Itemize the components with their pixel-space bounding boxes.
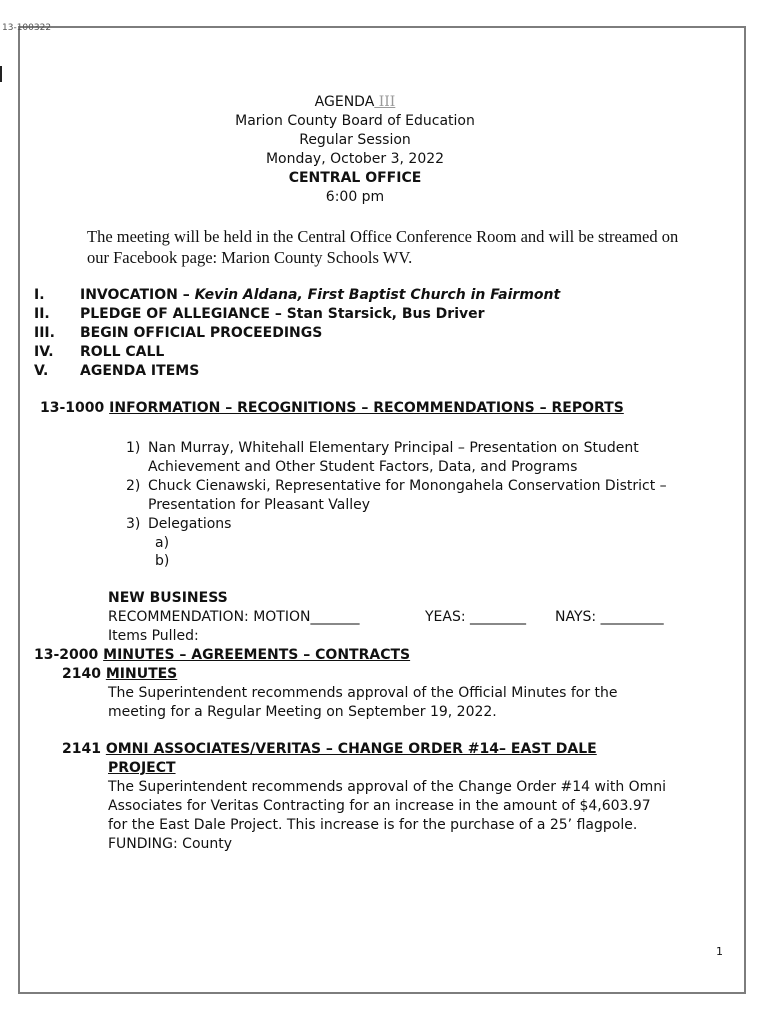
list-item: Delegations — [148, 516, 232, 532]
sub-item-b: b) — [155, 553, 170, 569]
recommendation-motion: RECOMMENDATION: MOTION_______ — [108, 609, 360, 625]
meeting-date: Monday, October 3, 2022 — [265, 151, 445, 167]
item-2140-text: The Superintendent recommends approval of the Official Minutes for the — [108, 685, 618, 701]
sub-item-a: a) — [155, 535, 170, 551]
list-item-number: 2) — [126, 478, 141, 494]
item-2140-heading: 2140 MINUTES — [62, 666, 178, 682]
list-item: Achievement and Other Student Factors, Data, and Programs — [148, 459, 578, 475]
intro-line-1: The meeting will be held in the Central Office Conference Room and will be streamed on — [87, 227, 679, 246]
yeas-field: YEAS: ________ — [425, 609, 527, 625]
item-number: I. — [34, 287, 45, 303]
meeting-time: 6:00 pm — [325, 189, 385, 205]
page-number: 1 — [716, 945, 723, 958]
items-pulled: Items Pulled: — [108, 628, 199, 644]
intro-line-2: our Facebook page: Marion County Schools WV. — [87, 248, 413, 267]
item-2140-text: meeting for a Regular Meeting on September 19, 2022. — [108, 704, 497, 720]
item-number: II. — [34, 306, 50, 322]
nays-field: NAYS: _________ — [555, 609, 664, 625]
list-item: Chuck Cienawski, Representative for Monongahela Conservation District – — [148, 478, 667, 494]
new-business-heading: NEW BUSINESS — [108, 590, 228, 606]
list-item: Nan Murray, Whitehall Elementary Principal – Presentation on Student — [148, 440, 639, 456]
section-2000-heading: 13-2000 MINUTES – AGREEMENTS – CONTRACTS — [34, 647, 411, 663]
agenda-item-invocation: INVOCATION – Kevin Aldana, First Baptist Church in Fairmont — [80, 287, 561, 303]
agenda-item-agenda-items: AGENDA ITEMS — [80, 363, 200, 379]
agenda-item-roll-call: ROLL CALL — [80, 344, 165, 360]
session-type: Regular Session — [299, 132, 411, 148]
meeting-location: CENTRAL OFFICE — [288, 170, 422, 186]
item-2141-heading: 2141 OMNI ASSOCIATES/VERITAS – CHANGE ORDER #14– EAST DALE — [62, 741, 597, 757]
item-2141-text: The Superintendent recommends approval of the Change Order #14 with Omni — [108, 779, 667, 795]
document-id: 13-100322 — [2, 23, 52, 33]
item-2141-funding: FUNDING: County — [108, 836, 233, 852]
list-item-number: 1) — [126, 440, 141, 456]
item-2141-text: for the East Dale Project. This increase is for the purchase of a 25’ flagpole. — [108, 817, 638, 833]
agenda-item-proceedings: BEGIN OFFICIAL PROCEEDINGS — [80, 325, 323, 341]
agenda-title: AGENDA III — [314, 94, 396, 110]
agenda-item-pledge: PLEDGE OF ALLEGIANCE – Stan Starsick, Bus Driver — [80, 306, 485, 322]
list-item-number: 3) — [126, 516, 141, 532]
item-number: III. — [34, 325, 55, 341]
item-2141-text: Associates for Veritas Contracting for an increase in the amount of $4,603.97 — [108, 798, 651, 814]
board-name: Marion County Board of Education — [235, 113, 475, 129]
item-number: V. — [34, 363, 49, 379]
item-2141-heading-cont: PROJECT — [108, 760, 176, 776]
list-item: Presentation for Pleasant Valley — [148, 497, 371, 513]
item-number: IV. — [34, 344, 54, 360]
section-1000-heading: 13-1000 INFORMATION – RECOGNITIONS – RECOMMENDATIONS – REPORTS — [40, 400, 624, 416]
text-cursor-icon — [0, 66, 2, 82]
